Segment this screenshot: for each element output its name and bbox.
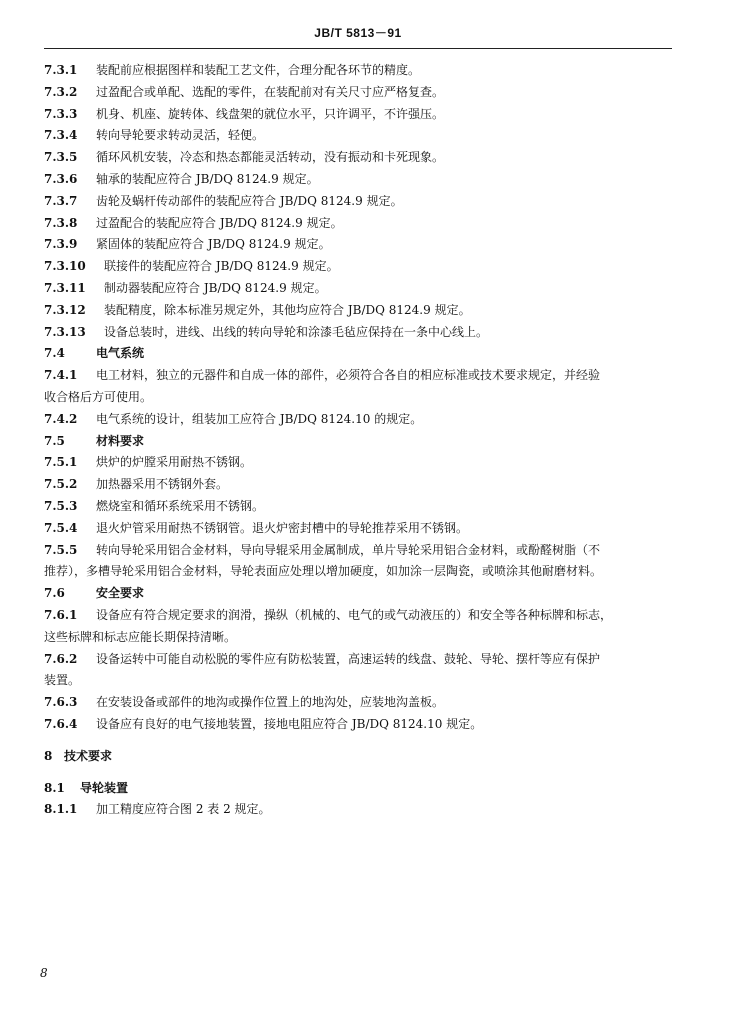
clause xyxy=(44,300,672,322)
clause xyxy=(44,365,672,387)
clause-text: 电气系统的设计，组装加工应符合 JB/DQ 8124.10 的规定。 xyxy=(96,411,423,426)
clause-text: 加工精度应符合图 2 表 2 规定。 xyxy=(96,802,271,817)
clause xyxy=(44,191,672,213)
clause-text: 设备应有良好的电气接地装置，接地电阻应符合 JB/DQ 8124.10 规定。 xyxy=(96,716,483,731)
clause-number: 7.3.11 xyxy=(44,280,86,295)
clause xyxy=(44,147,672,169)
clause-number: 7.3.2 xyxy=(44,84,78,99)
section-heading xyxy=(44,431,672,453)
clause-number: 7.6.4 xyxy=(44,716,78,731)
clause-text: 装配前应根据图样和装配工艺文件，合理分配各环节的精度。 xyxy=(96,63,421,77)
section-heading xyxy=(44,746,672,768)
clause-text: 设备总装时，进线、出线的转向导轮和涂漆毛毡应保持在一条中心线上。 xyxy=(104,324,489,339)
clause-text: 机身、机座、旋转体、线盘架的就位水平，只许调平，不许强压。 xyxy=(96,106,445,121)
clause-continuation: 推荐），多槽导轮采用铝合金材料，导轮表面应处理以增加硬度，如加涂一层陶瓷，或喷涂其他耐磨材料。 xyxy=(44,564,603,579)
clause xyxy=(44,518,672,540)
clause-text: 转向导轮要求转动灵活，轻便。 xyxy=(96,128,265,143)
clause-continuation: 收合格后方可使用。 xyxy=(44,389,153,404)
clause-number: 8.1.1 xyxy=(44,802,78,817)
clause-number: 7.6.1 xyxy=(44,607,78,622)
clause-text: 紧固体的装配应符合 JB/DQ 8124.9 规定。 xyxy=(96,237,331,252)
section-number: 8.1 xyxy=(44,780,65,795)
clause xyxy=(44,540,672,562)
clause xyxy=(44,452,672,474)
clause-number: 7.3.13 xyxy=(44,324,86,339)
clause-number: 7.3.4 xyxy=(44,128,78,143)
clause xyxy=(44,213,672,235)
clause xyxy=(44,256,672,278)
clause-number: 7.5.1 xyxy=(44,455,78,470)
clause-number: 7.3.5 xyxy=(44,150,78,165)
page-number: 8 xyxy=(40,966,48,980)
clause xyxy=(44,104,672,126)
clause xyxy=(44,799,672,821)
clause-number: 7.3.9 xyxy=(44,237,78,252)
clause-text: 设备应有符合规定要求的润滑，操纵（机械的、电气的或气动液压的）和安全等各种标牌和标志， xyxy=(96,607,613,622)
section-heading xyxy=(44,583,672,605)
clause xyxy=(44,82,672,104)
document-header: JB/T 5813－91 xyxy=(314,26,402,40)
clause xyxy=(44,125,672,147)
section-heading xyxy=(44,343,672,365)
clause xyxy=(44,649,672,671)
section-heading xyxy=(44,778,672,800)
section-number: 8 xyxy=(44,748,53,763)
clause-number: 7.3.7 xyxy=(44,193,78,208)
clause-text: 制动器装配应符合 JB/DQ 8124.9 规定。 xyxy=(104,280,327,295)
clause xyxy=(44,714,672,736)
clause-number: 7.6.3 xyxy=(44,695,78,710)
clause-text: 电工材料，独立的元器件和自成一体的部件，必须符合各自的相应标准或技术要求规定，并经验 xyxy=(96,368,601,383)
clause xyxy=(44,409,672,431)
clause xyxy=(44,278,672,300)
section-title: 电气系统 xyxy=(96,346,145,361)
section-title: 材料要求 xyxy=(96,433,145,448)
clause-text: 过盈配合的装配应符合 JB/DQ 8124.9 规定。 xyxy=(96,215,343,230)
clause xyxy=(44,169,672,191)
clause-number: 7.3.8 xyxy=(44,215,78,230)
clause-number: 7.4.2 xyxy=(44,411,78,426)
clause xyxy=(44,474,672,496)
section-number: 7.5 xyxy=(44,433,65,448)
clause-continuation: 这些标牌和标志应能长期保持清晰。 xyxy=(44,629,237,644)
clause-text: 齿轮及蜗杆传动部件的装配应符合 JB/DQ 8124.9 规定。 xyxy=(96,193,403,208)
clause xyxy=(44,234,672,256)
clause-text: 加热器采用不锈钢外套。 xyxy=(96,477,229,492)
section-number: 7.6 xyxy=(44,586,65,601)
clause-text: 过盈配合或单配、选配的零件，在装配前对有关尺寸应严格复查。 xyxy=(96,84,445,99)
section-title: 导轮装置 xyxy=(80,780,129,795)
clause-number: 7.3.10 xyxy=(44,259,86,274)
clause-text: 转向导轮采用铝合金材料，导向导辊采用金属制成，单片导轮采用铝合金材料，或酚醛树脂（不 xyxy=(96,542,601,557)
clause-text: 设备运转中可能自动松脱的零件应有防松装置，高速运转的线盘、鼓轮、导轮、摆杆等应有保护 xyxy=(96,651,601,666)
clause-number: 7.3.1 xyxy=(44,63,78,77)
header-divider xyxy=(44,48,672,49)
clause-text: 退火炉管采用耐热不锈钢管。退火炉密封槽中的导轮推荐采用不锈钢。 xyxy=(96,520,469,535)
clause-number: 7.6.2 xyxy=(44,651,78,666)
clause-number: 7.3.3 xyxy=(44,106,78,121)
clause-number: 7.5.4 xyxy=(44,520,78,535)
clause-text: 联接件的装配应符合 JB/DQ 8124.9 规定。 xyxy=(104,259,339,274)
clause-text: 燃烧室和循环系统采用不锈钢。 xyxy=(96,498,265,513)
section-number: 7.4 xyxy=(44,346,65,361)
clause-text: 烘炉的炉膛采用耐热不锈钢。 xyxy=(96,455,253,470)
clause xyxy=(44,496,672,518)
clause-number: 7.5.3 xyxy=(44,498,78,513)
clause-number: 7.3.6 xyxy=(44,171,78,186)
section-title: 安全要求 xyxy=(96,586,145,601)
section-title: 技术要求 xyxy=(64,748,113,763)
clause-text: 在安装设备或部件的地沟或操作位置上的地沟处，应装地沟盖板。 xyxy=(96,695,445,710)
clause-text: 轴承的装配应符合 JB/DQ 8124.9 规定。 xyxy=(96,171,319,186)
clause xyxy=(44,605,672,627)
clause-text: 装配精度，除本标准另规定外，其他均应符合 JB/DQ 8124.9 规定。 xyxy=(104,302,471,317)
document-body xyxy=(44,60,672,821)
clause-number: 7.5.5 xyxy=(44,542,78,557)
clause-continuation: 装置。 xyxy=(44,673,81,688)
clause-number: 7.5.2 xyxy=(44,477,78,492)
clause xyxy=(44,692,672,714)
clause-number: 7.4.1 xyxy=(44,368,78,383)
clause-number: 7.3.12 xyxy=(44,302,86,317)
clause xyxy=(44,60,672,82)
clause xyxy=(44,322,672,344)
clause-text: 循环风机安装，冷态和热态都能灵活转动，没有振动和卡死现象。 xyxy=(96,150,445,165)
